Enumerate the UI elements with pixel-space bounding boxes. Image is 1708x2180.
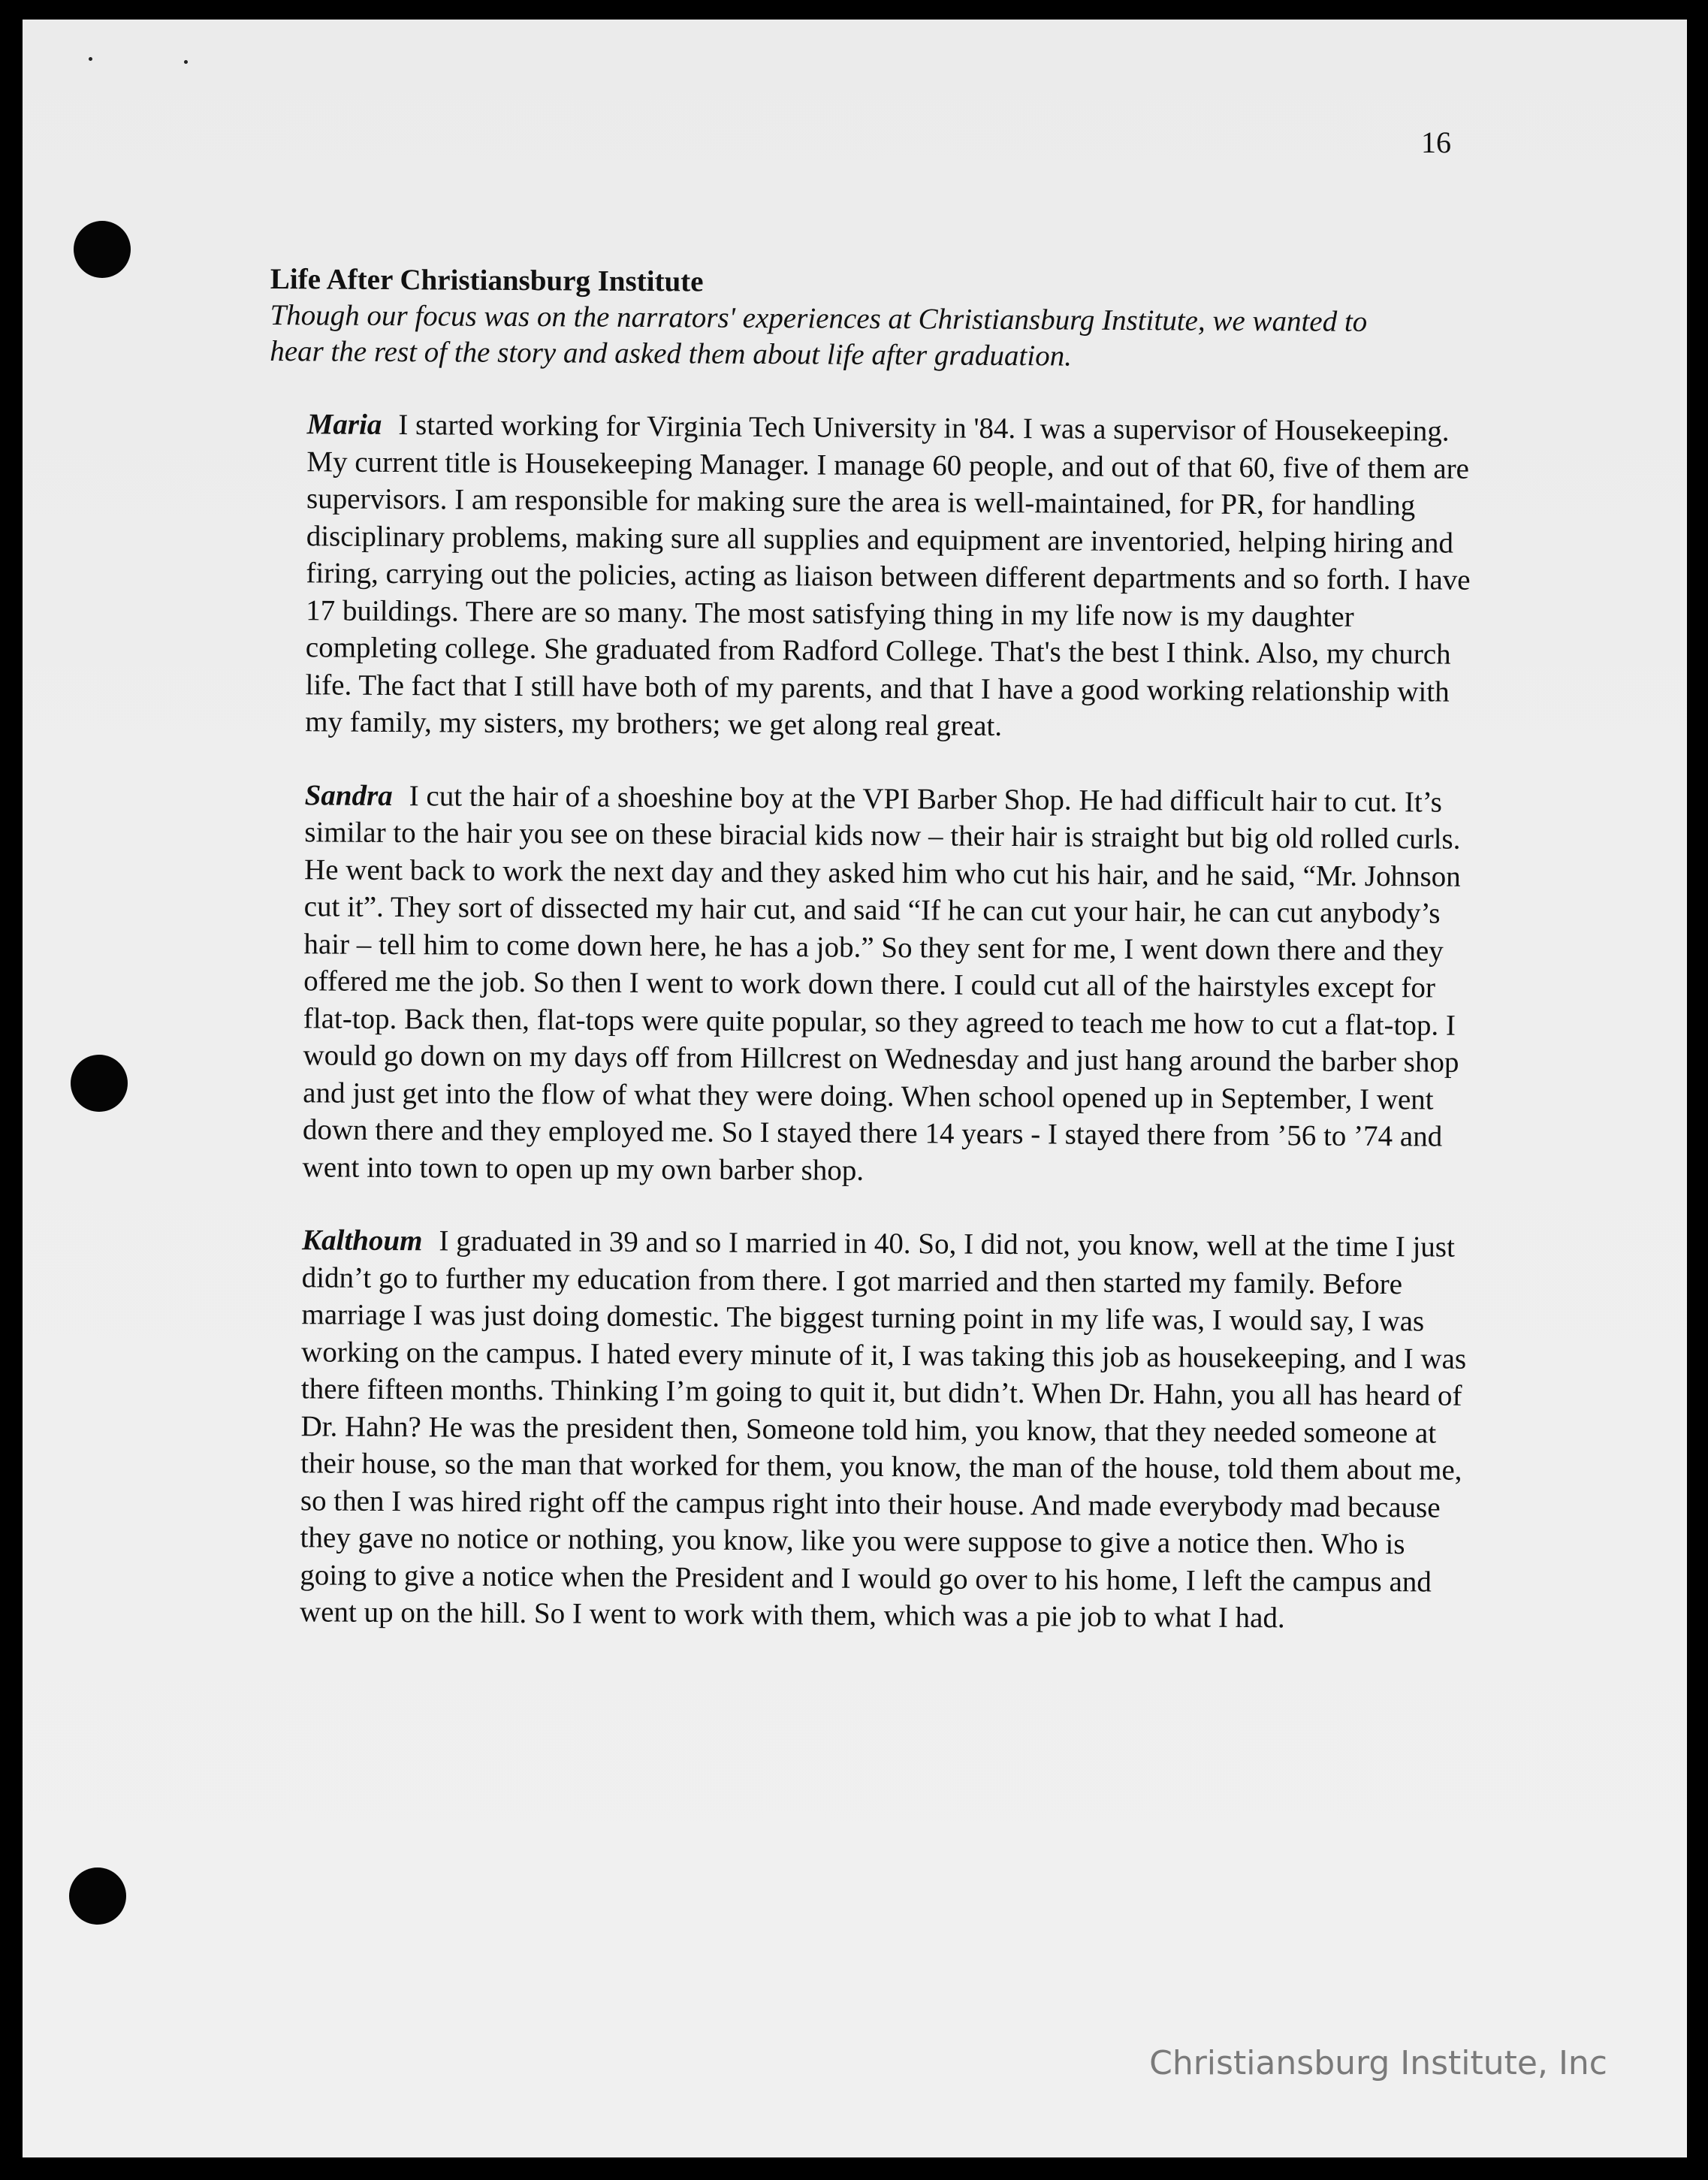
narrator-name: Sandra <box>304 778 393 812</box>
watermark: Christiansburg Institute, Inc <box>1149 2044 1607 2082</box>
binder-hole-top <box>74 221 131 278</box>
section-title: Life After Christiansburg Institute <box>270 262 704 298</box>
document-page <box>23 20 1687 2157</box>
narrator-text: I graduated in 39 and so I married in 40. So, I did not, you know, well at the time I just didn’t go to further my education from there. I got married and then started my family. Before marriage I was just doing domestic. The biggest turning point in my life was, I would say, I was working on the campus. I hated every minute of it, I was taking this job as housekeeping, and I was there fifteen months. Thinking I’m going to quit it, but didn’t. When Dr. Hahn, you all has heard of Dr. Hahn? He was the president then, Someone told him, you know, that they needed someone at their house, so the man that worked for them, you know, the man of the house, told them about me, so then I was hired right off the campus right into their house. And made everybody mad because they gave no notice or nothing, you know, like you were suppose to give a notice then. Who is going to give a notice when the President and I would go over to his home, I left the campus and went up on the hill. So I went to work with them, which was a pie job to what I had. <box>299 1224 1467 1635</box>
binder-hole-bottom <box>69 1867 126 1925</box>
paper-speck <box>184 60 188 64</box>
narrator-name: Maria <box>306 408 382 441</box>
section-intro: Though our focus was on the narrators' experiences at Christiansburg Institute, we wanted to hear the rest of the story and asked them about life after graduation. <box>270 298 1368 373</box>
narrator-text: I started working for Virginia Tech University in '84. I was a supervisor of Housekeeping. My current title is Housekeeping Manager. I manage 60 people, and out of that 60, five of them are supervisors. I am responsible for making sure the area is well-maintained, for PR, for handling disciplinary problems, making sure all supplies and equipment are inventoried, helping hiring and firing, carrying out the policies, acting as liaison between different departments and so forth. I have 17 buildings. There are so many. The most satisfying thing in my life now is my daughter completing college. She graduated from Radford College. That's the best I think. Also, my church life. The fact that I still have both of my parents, and that I have a good working relationship with my family, my sisters, my brothers; we get along real great. <box>305 409 1471 742</box>
narrator-entry-kalthoum <box>300 1221 1470 1638</box>
page-number: 16 <box>1421 125 1451 159</box>
binder-hole-middle <box>71 1055 128 1112</box>
narrator-text: I cut the hair of a shoeshine boy at the VPI Barber Shop. He had difficult hair to cut. It’s similar to the hair you see on these biracial kids now – their hair is straight but big old rolled curls. He went back to work the next day and they asked him who cut his hair, and he said, “Mr. Johnson cut it”. They sort of dissected my hair cut, and said “If he can cut your hair, he can cut anybody’s hair – tell him to come down here, he has a job.” So they sent for me, I went down there and they offered me the job. So then I went to work down there. I could cut all of the hairstyles except for flat-top. Back then, flat-tops were quite popular, so they agreed to teach me how to cut a flat-top. I would go down on my days off from Hillcrest on Wednesday and just hang around the barber shop and just get into the flow of what they were doing. When school opened up in September, I went down there and they employed me. So I stayed there 14 years - I stayed there from ’56 to ’74 and went into town to open up my own barber shop. <box>302 779 1461 1187</box>
narrator-entry-sandra <box>302 777 1472 1193</box>
narrator-entry-maria <box>305 406 1475 747</box>
paper-speck <box>89 57 92 61</box>
narrator-name: Kalthoum <box>301 1224 423 1258</box>
document-body <box>262 261 1472 1667</box>
